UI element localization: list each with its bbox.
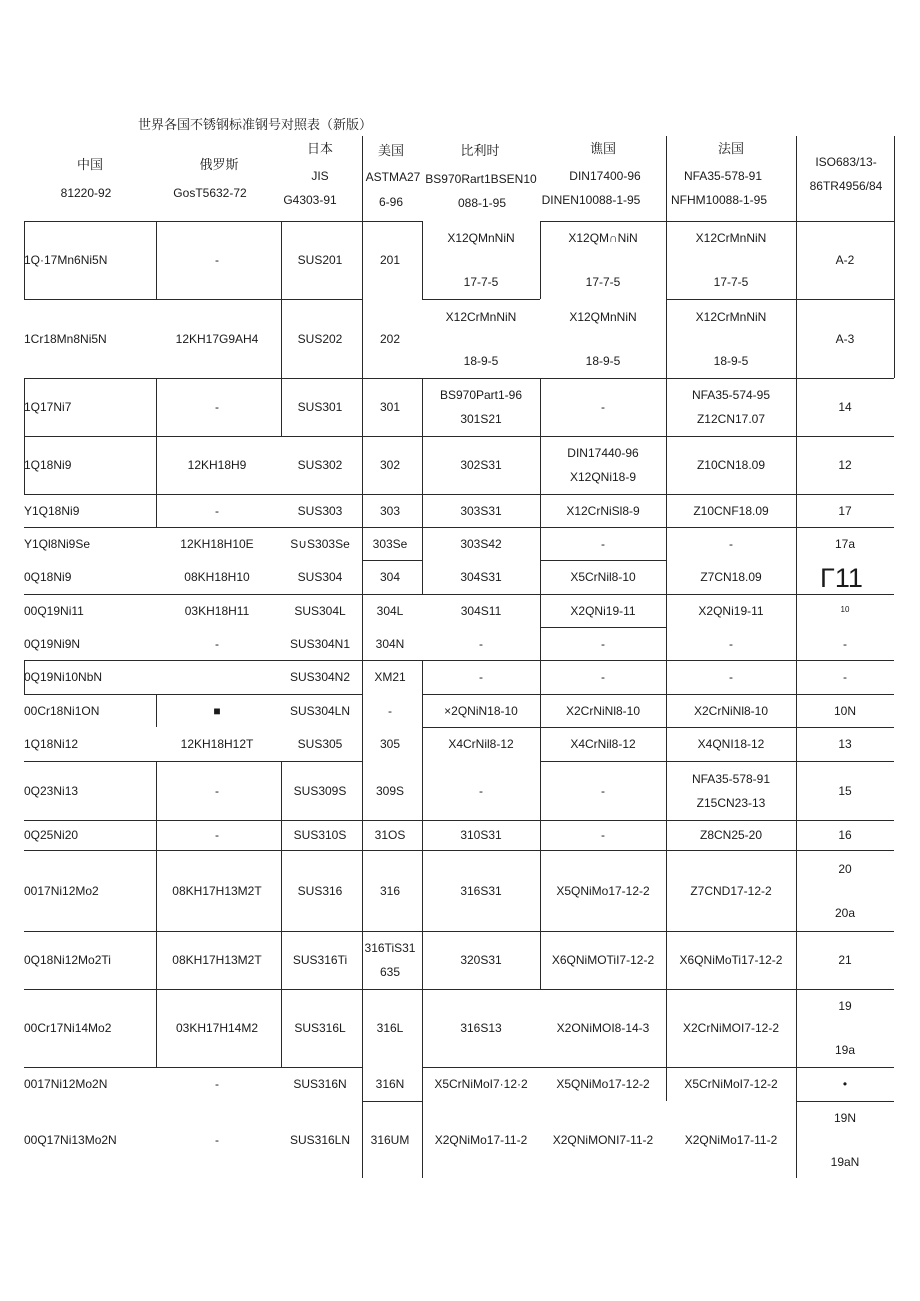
cell-be: X2QNiMo17-11-2 [434, 1132, 528, 1147]
cell-be: - [479, 670, 483, 684]
header-iso-std1: ISO683/13- [815, 155, 877, 169]
cell-jp: SUS309S [293, 783, 347, 798]
cell-de: - [601, 783, 605, 798]
cell-us: 304 [379, 570, 401, 584]
cell-iso: 13 [838, 737, 852, 751]
cell-fr-line: 18-9-5 [713, 353, 749, 368]
header-japan-std1: JIS [311, 169, 329, 183]
cell-cn: 0Q18Ni12Mo2Ti [24, 953, 111, 967]
cell-ru: 08KH17H13M2T [172, 883, 262, 898]
cell-iso: 17 [838, 503, 852, 518]
h-rule [422, 1067, 894, 1068]
cell-de: X2CrNiNl8-10 [565, 703, 641, 718]
cell-cn: 00Q19Ni11 [24, 603, 84, 618]
cell-fr: Z10CNF18.09 [693, 503, 769, 518]
v-rule [156, 378, 157, 527]
cell-be: X4CrNil8-12 [448, 737, 514, 751]
cell-ru: - [215, 1132, 219, 1147]
cell-jp: SUS301 [297, 400, 343, 414]
page-title: 世界各国不锈钢标准钢号对照表（新版） [138, 118, 373, 133]
cell-fr-line: NFA35-574-95 [691, 388, 771, 402]
cell-us: XM21 [374, 670, 406, 684]
v-rule [540, 221, 541, 299]
cell-be: - [479, 636, 483, 651]
cell-cn: 00Cr17Ni14Mo2 [24, 1021, 112, 1035]
cell-be-line: 17-7-5 [463, 275, 499, 289]
cell-us: 316UM [370, 1132, 410, 1147]
header-germany-std1: DIN17400-96 [569, 169, 641, 183]
cell-jp: SUS302 [297, 458, 343, 472]
v-rule [156, 221, 157, 299]
v-rule [362, 136, 363, 1178]
cell-us: 202 [379, 331, 401, 346]
cell-ru: - [215, 400, 219, 414]
cell-be: 316S31 [460, 883, 502, 898]
h-rule [24, 761, 362, 762]
cell-ru: - [215, 253, 219, 267]
h-rule [24, 820, 894, 821]
cell-de: X5QNiMo17-12-2 [556, 1077, 650, 1091]
h-rule [24, 850, 894, 851]
cell-jp: SUS303 [297, 503, 343, 518]
header-russia-name: 俄罗斯 [199, 158, 239, 173]
cell-fr-line: X12CrMnNiN [695, 309, 767, 324]
header-france-name: 法国 [717, 142, 745, 157]
cell-fr-line: 17-7-5 [713, 275, 749, 289]
cell-ru: - [215, 783, 219, 798]
cell-ru-square-mark: ■ [213, 703, 221, 718]
header-germany-name: 谯国 [589, 142, 617, 157]
header-germany-std2: DINEN10088-1-95 [541, 193, 641, 207]
cell-iso: 10N [833, 703, 857, 718]
cell-de: X2QNi19-11 [570, 603, 636, 618]
header-japan-name: 日本 [306, 142, 334, 157]
cell-be-line: BS970Part1-96 [439, 388, 523, 402]
header-china-std: 81220-92 [60, 186, 112, 200]
cell-de: - [601, 636, 605, 651]
cell-ru: 08KH18H10 [184, 570, 250, 584]
cell-de: X4CrNil8-12 [570, 737, 636, 751]
cell-be: 304S31 [460, 570, 502, 584]
cell-iso: A-3 [835, 331, 855, 346]
cell-be: - [479, 783, 483, 798]
cell-be: 316S13 [460, 1021, 502, 1035]
cell-de-line: X12QNi18-9 [569, 470, 637, 484]
cell-be: 303S31 [460, 503, 502, 518]
cell-us-line: 316TiS31 [364, 941, 416, 955]
header-france-std1: NFA35-578-91 [683, 169, 763, 183]
cell-us: 304L [376, 603, 404, 618]
h-rule [422, 694, 894, 695]
h-rule [540, 761, 894, 762]
cell-cn: 0Q25Ni20 [24, 828, 79, 842]
cell-ru: 12KH18H12T [180, 737, 254, 751]
cell-us: - [388, 703, 392, 718]
cell-cn: 0Q23Ni13 [24, 783, 79, 798]
cell-iso: • [842, 1077, 848, 1091]
cell-us: 316N [375, 1077, 405, 1091]
cell-cn: 0Q18Ni9 [24, 570, 72, 584]
v-rule [156, 761, 157, 1067]
cell-be: ×2QNiN18-10 [444, 703, 518, 718]
header-belgium-std1: BS970Rart1BSEN10 [425, 172, 537, 186]
cell-iso: 17a [834, 536, 856, 551]
cell-fr: X2QNiMo17-11-2 [684, 1132, 778, 1147]
cell-de-line: 18-9-5 [585, 353, 621, 368]
v-rule [666, 136, 667, 1101]
h-rule [24, 494, 894, 495]
header-france-std2: NFHM10088-1-95 [670, 193, 768, 207]
cell-de-line: 17-7-5 [585, 275, 621, 289]
cell-fr: X6QNiMoTi17-12-2 [679, 953, 783, 967]
cell-de: X5CrNil8-10 [570, 570, 636, 584]
cell-iso-line: 20 [838, 861, 852, 876]
cell-ru: - [215, 636, 219, 651]
cell-ru: 03KH17H14M2 [175, 1021, 259, 1035]
cell-iso: 21 [838, 953, 852, 967]
cell-jp: SUS310S [293, 828, 347, 842]
cell-us: 31OS [374, 828, 406, 842]
h-rule [666, 299, 894, 300]
v-rule [422, 378, 423, 594]
cell-us: 201 [379, 253, 401, 267]
cell-jp: SUS304N2 [289, 670, 351, 684]
cell-iso-large-mark: Γ11 [820, 563, 863, 593]
cell-cn: Y1Q18Ni9 [24, 503, 80, 518]
cell-fr-line: Z15CN23-13 [696, 795, 766, 810]
cell-jp: SUS304N1 [289, 636, 351, 651]
header-usa-std1: ASTMA27 [365, 170, 421, 184]
header-russia-std: GosT5632-72 [173, 186, 247, 200]
v-rule [156, 694, 157, 727]
cell-us: 305 [379, 737, 401, 751]
cell-ru: 12KH18H10E [180, 536, 254, 551]
header-usa-name: 美国 [377, 144, 405, 159]
cell-cn: 1Q18Ni9 [24, 458, 72, 472]
cell-de: X2ONiMOI8-14-3 [556, 1021, 650, 1035]
cell-fr-line: Z12CN17.07 [696, 412, 766, 426]
cell-jp: SUS316 [297, 883, 343, 898]
cell-de: X6QNiMOTiI7-12-2 [551, 953, 655, 967]
cell-fr: X2CrNiNl8-10 [693, 703, 769, 718]
h-rule [24, 299, 362, 300]
cell-fr: X5CrNiMoI7-12-2 [684, 1077, 778, 1091]
cell-de-line: X12QMnNiN [569, 309, 637, 324]
cell-us: 316L [376, 1021, 404, 1035]
cell-ru: - [215, 503, 219, 518]
h-rule [362, 1101, 422, 1102]
cell-jp: SUS304 [297, 570, 343, 584]
cell-fr: Z7CN18.09 [700, 570, 762, 584]
h-rule [24, 1067, 362, 1068]
cell-cn: 1Q·17Mn6Ni5N [24, 253, 108, 267]
cell-jp: SUS305 [297, 737, 343, 751]
cell-ru: - [215, 828, 219, 842]
h-rule [422, 727, 894, 728]
header-japan-std2: G4303-91 [283, 193, 337, 207]
v-rule [281, 221, 282, 436]
cell-iso-line: 19aN [830, 1154, 860, 1169]
h-rule [24, 989, 894, 990]
h-rule [24, 931, 894, 932]
cell-ru: 12KH17G9AH4 [175, 331, 259, 346]
cell-cn: 1Cr18Mn8Ni5N [24, 331, 107, 346]
cell-jp: SUS316Ti [292, 953, 348, 967]
h-rule [24, 527, 894, 528]
cell-be: 310S31 [460, 828, 502, 842]
v-rule [281, 761, 282, 1067]
cell-de: X12CrNiSl8-9 [566, 503, 640, 518]
cell-jp: SUS316L [294, 1021, 346, 1035]
cell-us: 302 [379, 458, 401, 472]
v-rule [24, 378, 25, 494]
h-rule [362, 560, 422, 561]
h-rule [24, 594, 894, 595]
v-rule [422, 221, 423, 299]
cell-be: 303S42 [460, 536, 502, 551]
cell-iso: 16 [838, 828, 852, 842]
h-rule [796, 1101, 894, 1102]
cell-iso-line: 19 [838, 999, 852, 1013]
cell-fr: - [729, 670, 733, 684]
h-rule [24, 378, 894, 379]
header-china-name: 中国 [76, 158, 104, 173]
h-rule [24, 694, 362, 695]
cell-de: - [601, 828, 605, 842]
cell-fr: - [729, 536, 733, 551]
cell-ru: - [215, 1077, 219, 1091]
v-rule [540, 378, 541, 989]
cell-be: 302S31 [460, 458, 502, 472]
h-rule [540, 560, 666, 561]
cell-ru: 08KH17H13M2T [172, 953, 262, 967]
cell-us: 309S [375, 783, 405, 798]
cell-us-line: 635 [379, 965, 401, 979]
cell-cn: 00Cr18Ni1ON [24, 703, 100, 718]
cell-iso-line: 19N [833, 1110, 857, 1125]
cell-cn: 1Q17Ni7 [24, 400, 72, 414]
cell-ru: 12KH18H9 [187, 458, 247, 472]
cell-iso: 10 [840, 605, 850, 614]
cell-be: X5CrNiMoI7·12·2 [434, 1077, 528, 1091]
cell-iso: A-2 [835, 253, 855, 267]
cell-fr: Z7CND17-12-2 [690, 883, 772, 898]
cell-fr-line: X12CrMnNiN [695, 231, 767, 245]
cell-cn: 00Q17Ni13Mo2N [24, 1132, 117, 1147]
cell-be-line: X12QMnNiN [447, 231, 515, 245]
cell-us: 316 [379, 883, 401, 898]
h-rule [24, 436, 894, 437]
cell-iso: 12 [838, 458, 852, 472]
cell-de: - [601, 400, 605, 414]
cell-us: 304N [375, 636, 405, 651]
cell-jp: SUS201 [297, 253, 343, 267]
cell-de: X5QNiMo17-12-2 [556, 883, 650, 898]
cell-fr: Z10CN18.09 [696, 458, 766, 472]
cell-fr: - [729, 636, 733, 651]
cell-iso: 14 [838, 400, 852, 414]
cell-us: 301 [379, 400, 401, 414]
cell-be-line: 18-9-5 [463, 353, 499, 368]
cell-iso-line: 20a [834, 905, 856, 920]
cell-cn: 0017Ni12Mo2 [24, 883, 99, 898]
cell-be: 304S11 [460, 603, 502, 618]
cell-de: X2QNiMONI7-11-2 [552, 1132, 654, 1147]
header-belgium-name: 比利时 [460, 144, 500, 159]
cell-iso: 15 [838, 783, 852, 798]
cell-jp: SUS304L [294, 603, 346, 618]
header-usa-std2: 6-96 [378, 195, 404, 209]
cell-de: - [601, 536, 605, 551]
cell-cn: 0Q19Ni10NbN [24, 670, 103, 684]
v-rule [422, 660, 423, 1178]
cell-cn: 0017Ni12Mo2N [24, 1077, 108, 1091]
cell-jp: S∪S303Se [290, 536, 350, 551]
cell-de-line: DIN17440-96 [567, 446, 639, 460]
cell-iso: - [843, 670, 847, 684]
header-iso-std2: 86TR4956/84 [809, 179, 883, 193]
cell-be-line: 301S21 [460, 412, 502, 426]
h-rule [540, 627, 666, 628]
h-rule [24, 660, 894, 661]
cell-de-line: X12QM∩NiN [568, 231, 638, 245]
cell-cn: 0Q19Ni9N [24, 636, 81, 651]
cell-us: 303Se [372, 536, 408, 551]
cell-fr-line: NFA35-578-91 [691, 771, 771, 786]
v-rule [894, 136, 895, 378]
cell-ru: 03KH18H11 [184, 603, 250, 618]
cell-fr: X2QNi19-11 [698, 603, 764, 618]
cell-fr: Z8CN25-20 [699, 828, 763, 842]
cell-us: 303 [379, 503, 401, 518]
h-rule [540, 221, 894, 222]
v-rule [796, 136, 797, 1178]
cell-be-line: X12CrMnNiN [445, 309, 517, 324]
cell-fr: X4QNI18-12 [697, 737, 765, 751]
cell-jp: SUS304LN [289, 703, 351, 718]
cell-cn: 1Q18Ni12 [24, 737, 79, 751]
cell-fr: X2CrNiMOI7-12-2 [682, 1021, 780, 1035]
cell-jp: SUS316LN [289, 1132, 351, 1147]
cell-cn: Y1Ql8Ni9Se [24, 536, 91, 551]
cell-jp: SUS202 [297, 331, 343, 346]
cell-iso: - [843, 636, 847, 651]
cell-de: - [601, 670, 605, 684]
header-belgium-std2: 088-1-95 [457, 196, 507, 210]
h-rule [422, 299, 540, 300]
cell-iso-line: 19a [834, 1043, 856, 1057]
cell-jp: SUS316N [293, 1077, 347, 1091]
cell-be: 320S31 [460, 953, 502, 967]
